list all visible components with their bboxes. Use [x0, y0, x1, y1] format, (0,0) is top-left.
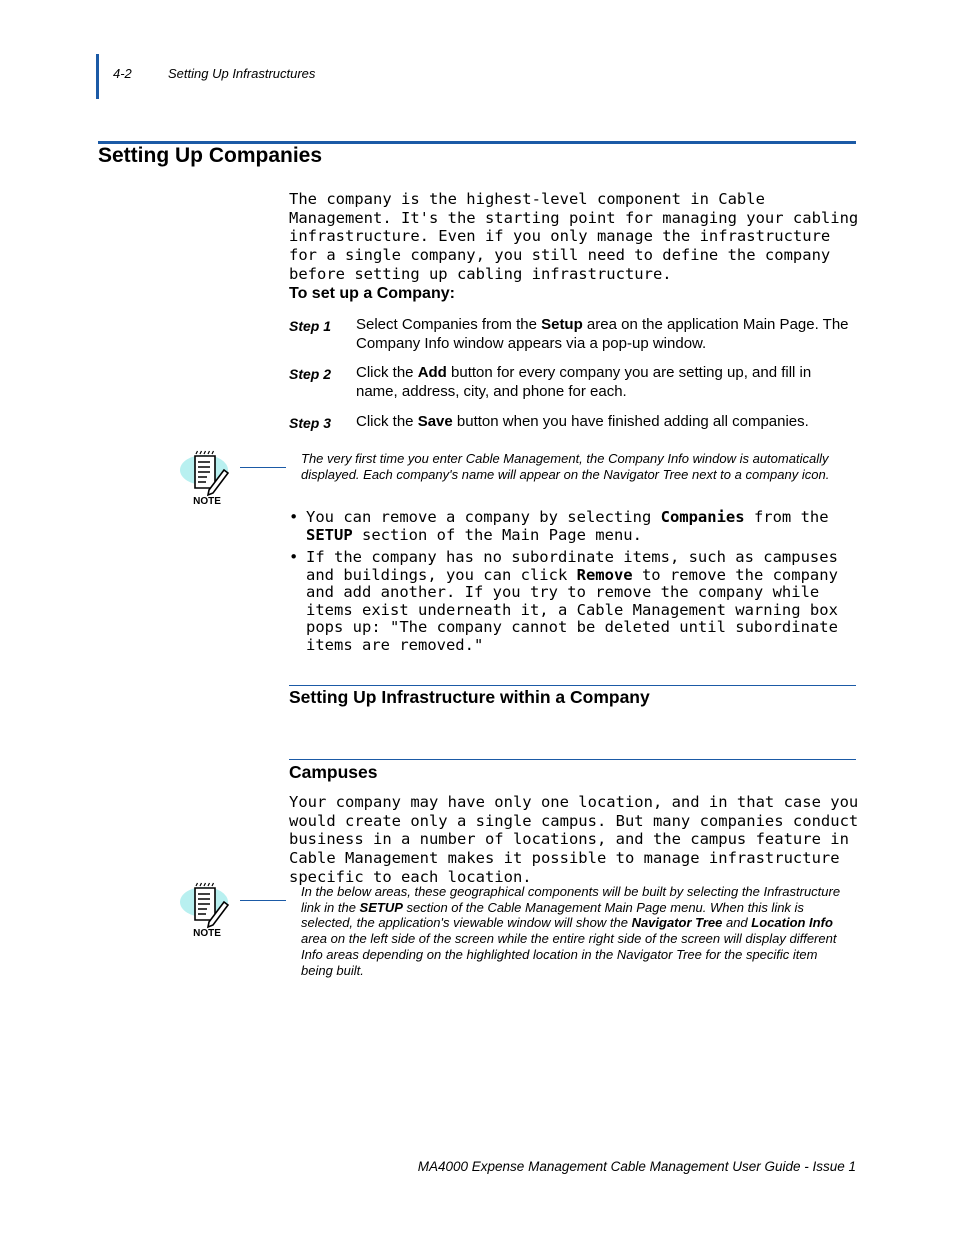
- bullet-text: You can remove a company by selecting Companies from the SETUP section of the Main Page menu.: [306, 508, 829, 544]
- procedure-title: To set up a Company:: [289, 285, 455, 302]
- section-title: Setting Up Companies: [98, 144, 323, 167]
- step-label: Step 3: [289, 415, 332, 431]
- note-text: In the below areas, these geographical components will be built by selecting the Infrastructure link in the SETUP section of the Cable Management Main Page menu. When this link is selected, the application's viewable window will show the Navigator Tree and Location Info area on the left side of the screen while the entire right side of the screen will display different Info areas depending on the highlighted location in the Navigator Tree for the specific item being built.: [301, 884, 841, 978]
- subsection-rule: [289, 759, 856, 760]
- note-label: NOTE: [193, 928, 221, 939]
- bullet-dot: •: [289, 508, 299, 526]
- subsection-title: Campuses: [289, 762, 378, 782]
- note-connector: [240, 900, 286, 901]
- campuses-paragraph: Your company may have only one location, and in that case you would create only a single campus. But many companies conduct business in a number of locations, and the campus feature in Cable Management makes it possible to manage infrastructure specific to each location.: [289, 793, 859, 886]
- bullet-item: [289, 548, 855, 654]
- intro-paragraph: The company is the highest-level component in Cable Management. It's the starting point for managing your cabling infrastructure. Even if you only manage the infrastructure for a single company, you still need to define the company before setting up cabling infrastructure.: [289, 190, 859, 283]
- note-pad-icon: [178, 450, 240, 512]
- step-text: Click the Add button for every company you are setting up, and fill in name, address, city, and phone for each.: [356, 364, 812, 400]
- subsection-title: Setting Up Infrastructure within a Company: [289, 687, 650, 707]
- step-label: Step 2: [289, 366, 332, 382]
- bullet-text: If the company has no subordinate items, such as campuses and buildings, you can click Remove to remove the company and add another. If you try to remove the company while items exist underneath it, a Cable Management warning box pops up: "The company cannot be deleted until subordinate items are removed.": [306, 548, 838, 654]
- page-footer: MA4000 Expense Management Cable Management User Guide - Issue 1: [417, 1159, 856, 1174]
- chapter-title: Setting Up Infrastructures: [168, 66, 316, 81]
- subsection-rule: [289, 685, 856, 686]
- step-label: Step 1: [289, 318, 332, 334]
- note-connector: [240, 467, 286, 468]
- step-text: Click the Save button when you have finished adding all companies.: [356, 413, 809, 430]
- header-bar: [96, 54, 99, 99]
- page-number: 4-2: [113, 66, 132, 81]
- bullet-dot: •: [289, 548, 299, 566]
- step-text: Select Companies from the Setup area on the application Main Page. The Company Info window appears via a pop-up window.: [356, 316, 849, 352]
- note-pad-icon: [178, 882, 240, 944]
- note-text: The very first time you enter Cable Management, the Company Info window is automatically displayed. Each company's name will appear on the Navigator Tree next to a company icon.: [301, 451, 830, 482]
- bullet-item: [289, 509, 855, 545]
- note-label: NOTE: [193, 496, 221, 507]
